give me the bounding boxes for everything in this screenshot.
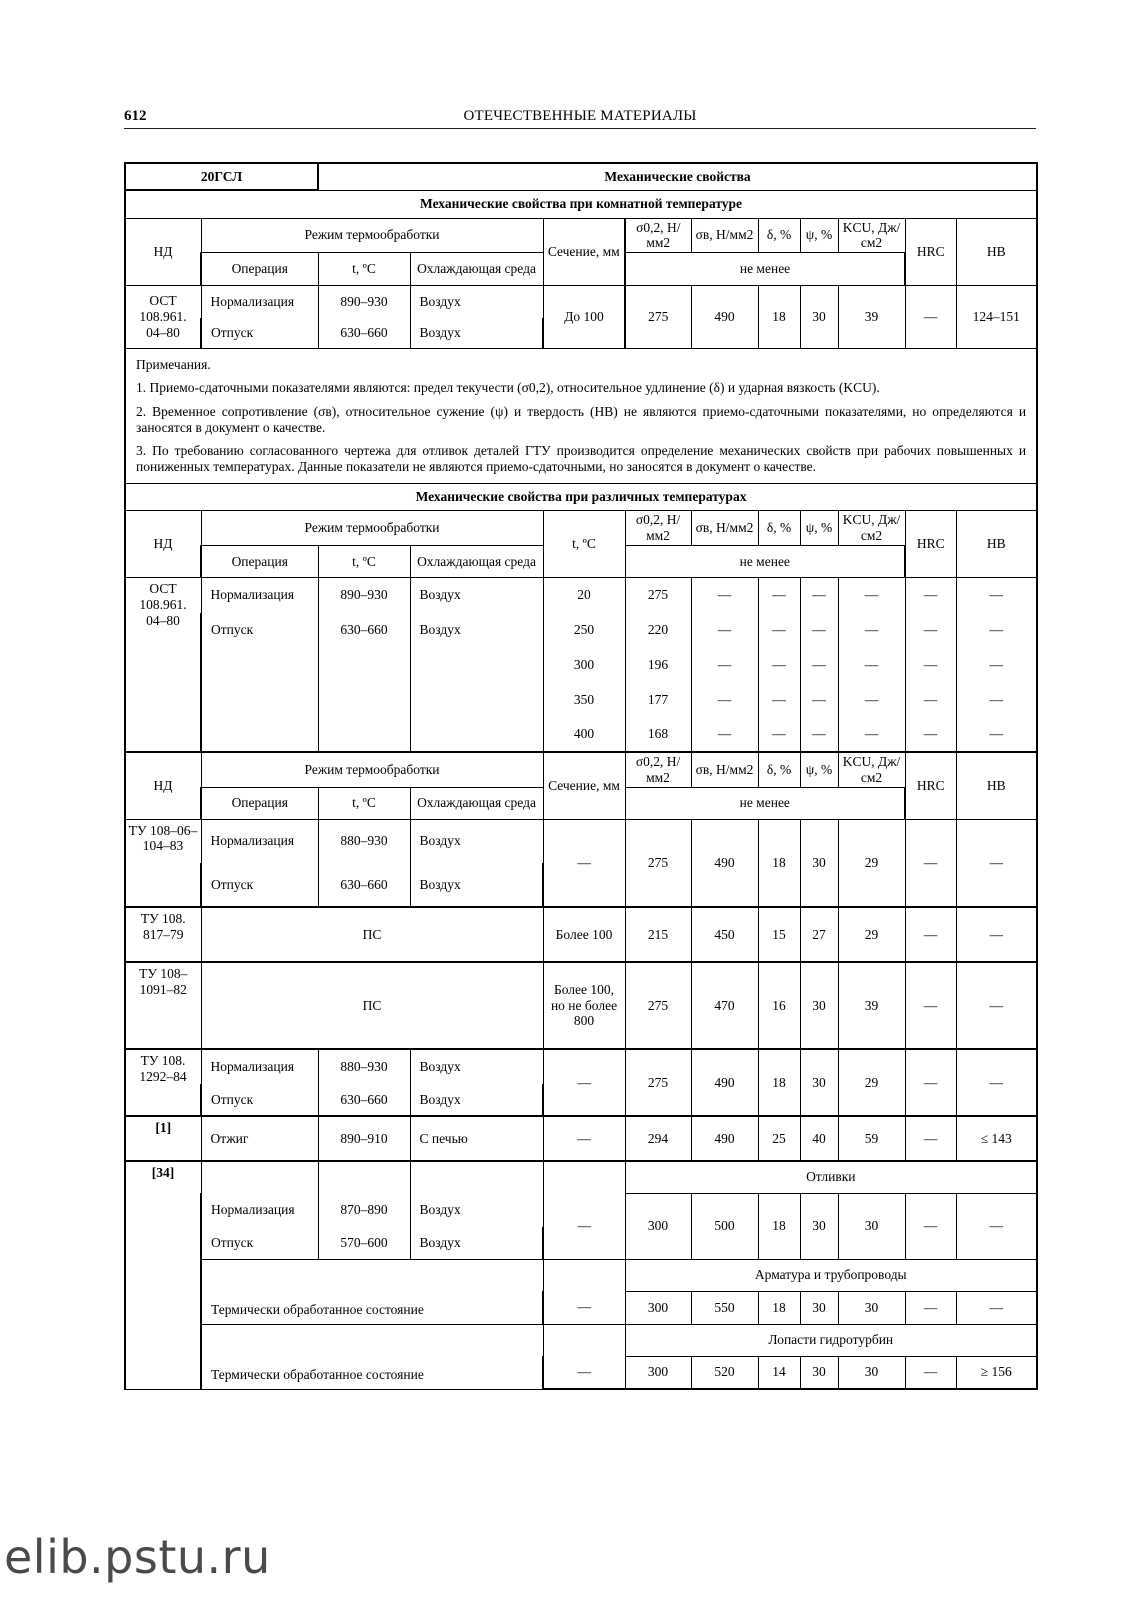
psi-cell: 40 [800, 1116, 838, 1161]
operation-cell: ПС [201, 962, 543, 1049]
temp-cell: 880–930 [318, 1049, 410, 1084]
psi-cell: 30 [800, 286, 838, 349]
running-title: ОТЕЧЕСТВЕННЫЕ МАТЕРИАЛЫ [463, 108, 697, 124]
psi-cell: 30 [800, 1356, 838, 1389]
kcu-cell: 59 [838, 1116, 905, 1161]
kcu-cell: — [838, 578, 905, 613]
hb-cell: — [956, 717, 1037, 752]
sigma-v-cell: 490 [691, 286, 758, 349]
sigma-v-cell: 490 [691, 1049, 758, 1116]
section-title-room-temp: Механические свойства при комнатной температуре [125, 190, 1037, 218]
header-hrc: HRC [905, 218, 956, 286]
header-psi: ψ, % [800, 218, 838, 253]
kcu-cell: 30 [838, 1291, 905, 1324]
cooling-cell [410, 1161, 543, 1193]
hb-cell: 124–151 [956, 286, 1037, 349]
hb-cell: ≥ 156 [956, 1356, 1037, 1389]
temp-cell: 630–660 [318, 1084, 410, 1116]
header-section: Сечение, мм [543, 752, 625, 819]
delta-cell: — [758, 648, 800, 683]
temp-cell: 890–930 [318, 286, 410, 318]
header-sigma02: σ0,2, Н/мм2 [625, 511, 691, 546]
hb-cell: — [956, 962, 1037, 1049]
operation-cell: Отжиг [201, 1116, 318, 1161]
temp-cell: 890–910 [318, 1116, 410, 1161]
header-hb: НВ [956, 218, 1037, 286]
note-2: 2. Временное сопротивление (σв), относительное сужение (ψ) и твердость (НВ) не являются приемо-сдаточными показателями, но определяются и заносятся в документ о качестве. [136, 403, 1027, 435]
psi-cell: 30 [800, 962, 838, 1049]
sigma02-cell: 177 [625, 683, 691, 717]
header-sigma02: σ0,2, Н/мм2 [625, 218, 691, 253]
hb-cell: — [956, 907, 1037, 962]
state-cell: Термически обработанное состояние [201, 1259, 543, 1324]
sigma-v-cell: 500 [691, 1193, 758, 1259]
subsection-castings: Отливки [625, 1161, 1037, 1193]
hrc-cell: — [905, 1291, 956, 1324]
header-temp: t, ºС [318, 546, 410, 578]
hrc-cell: — [905, 1356, 956, 1389]
cooling-cell: Воздух [410, 1084, 543, 1116]
kcu-cell: — [838, 683, 905, 717]
sigma-v-cell: 550 [691, 1291, 758, 1324]
header-cooling: Охлаждающая среда [410, 787, 543, 819]
header-nd: НД [125, 511, 201, 578]
section-cell: — [543, 1193, 625, 1259]
psi-cell: 27 [800, 907, 838, 962]
header-regime: Режим термообработки [201, 752, 543, 787]
sigma02-cell: 300 [625, 1356, 691, 1389]
temp-cell: 890–930 [318, 578, 410, 613]
cooling-cell [410, 717, 543, 752]
sigma-v-cell: — [691, 648, 758, 683]
header-regime: Режим термообработки [201, 218, 543, 253]
kcu-cell: 29 [838, 1049, 905, 1116]
hrc-cell: — [905, 613, 956, 648]
header-cooling: Охлаждающая среда [410, 253, 543, 286]
cooling-cell: Воздух [410, 819, 543, 863]
psi-cell: 30 [800, 1291, 838, 1324]
delta-cell: 15 [758, 907, 800, 962]
sigma-v-cell: — [691, 578, 758, 613]
delta-cell: — [758, 683, 800, 717]
hb-cell: — [956, 1049, 1037, 1116]
temp-cell: 570–600 [318, 1227, 410, 1259]
cooling-cell [410, 683, 543, 717]
t-cell: 400 [543, 717, 625, 752]
hrc-cell: — [905, 286, 956, 349]
cooling-cell: Воздух [410, 1227, 543, 1259]
temp-cell: 880–930 [318, 819, 410, 863]
header-delta: δ, % [758, 218, 800, 253]
operation-cell: Нормализация [201, 1049, 318, 1084]
delta-cell: 16 [758, 962, 800, 1049]
temp-cell: 630–660 [318, 318, 410, 349]
hrc-cell: — [905, 1193, 956, 1259]
sigma-v-cell: — [691, 613, 758, 648]
delta-cell: — [758, 578, 800, 613]
note-3: 3. По требованию согласованного чертежа для отливок деталей ГТУ производится определение механических свойств при рабочих повышенных и пониженных температурах. Данные показатели не являются приемо-сдаточными, но заносятся в документ о качестве. [136, 443, 1027, 475]
operation-cell: Отпуск [201, 613, 318, 648]
kcu-cell: 30 [838, 1193, 905, 1259]
header-not-less: не менее [625, 546, 905, 578]
header-not-less: не менее [625, 253, 905, 286]
nd-cell: [1] [125, 1116, 201, 1161]
psi-cell: 30 [800, 819, 838, 907]
t-cell: 250 [543, 613, 625, 648]
header-hrc: HRC [905, 511, 956, 578]
section-cell: — [543, 1356, 625, 1389]
nd-cell: ОСТ 108.961. 04–80 [125, 578, 201, 752]
hrc-cell: — [905, 962, 956, 1049]
operation-cell: Отпуск [201, 1084, 318, 1116]
hrc-cell: — [905, 648, 956, 683]
cooling-cell: Воздух [410, 863, 543, 907]
delta-cell: 18 [758, 286, 800, 349]
header-temp: t, ºС [318, 253, 410, 286]
header-sigma02: σ0,2, Н/мм2 [625, 752, 691, 787]
temp-cell: 630–660 [318, 863, 410, 907]
section-cell: Более 100, но не более 800 [543, 962, 625, 1049]
header-psi: ψ, % [800, 752, 838, 787]
delta-cell: — [758, 717, 800, 752]
header-psi: ψ, % [800, 511, 838, 546]
header-operation: Операция [201, 253, 318, 286]
page-header [124, 106, 1036, 129]
kcu-cell: — [838, 648, 905, 683]
delta-cell: 18 [758, 1291, 800, 1324]
sigma-v-cell: 490 [691, 819, 758, 907]
cooling-cell: Воздух [410, 613, 543, 648]
header-hb: НВ [956, 511, 1037, 578]
delta-cell: 14 [758, 1356, 800, 1389]
header-kcu: KCU, Дж/см2 [838, 752, 905, 787]
psi-cell: 30 [800, 1049, 838, 1116]
header-delta: δ, % [758, 752, 800, 787]
psi-cell: 30 [800, 1193, 838, 1259]
temp-cell [318, 1161, 410, 1193]
hrc-cell: — [905, 819, 956, 907]
t-cell: 300 [543, 648, 625, 683]
sigma02-cell: 275 [625, 819, 691, 907]
sigma02-cell: 275 [625, 578, 691, 613]
operation-cell [201, 1161, 318, 1193]
temp-cell [318, 717, 410, 752]
sigma02-cell: 275 [625, 1049, 691, 1116]
hrc-cell: — [905, 907, 956, 962]
operation-cell: ПС [201, 907, 543, 962]
temp-cell [318, 648, 410, 683]
operation-cell: Нормализация [201, 286, 318, 318]
nd-cell: ТУ 108–06–104–83 [125, 819, 201, 907]
cooling-cell: Воздух [410, 286, 543, 318]
operation-cell: Нормализация [201, 1193, 318, 1227]
cooling-cell: Воздух [410, 1049, 543, 1084]
sigma-v-cell: 470 [691, 962, 758, 1049]
header-regime: Режим термообработки [201, 511, 543, 546]
cooling-cell [410, 648, 543, 683]
header-sigma-v: σв, Н/мм2 [691, 511, 758, 546]
hrc-cell: — [905, 578, 956, 613]
t-cell: 350 [543, 683, 625, 717]
sigma02-cell: 275 [625, 286, 691, 349]
section-cell: — [543, 1049, 625, 1116]
nd-cell: ТУ 108. 817–79 [125, 907, 201, 962]
header-operation: Операция [201, 546, 318, 578]
grade-cell: 20ГСЛ [125, 163, 318, 190]
section-cell [543, 1161, 625, 1193]
operation-cell: Отпуск [201, 318, 318, 349]
header-sigma-v: σв, Н/мм2 [691, 218, 758, 253]
nd-cell: ТУ 108–1091–82 [125, 962, 201, 1049]
operation-cell: Отпуск [201, 863, 318, 907]
delta-cell: 25 [758, 1116, 800, 1161]
notes-title: Примечания. [136, 357, 211, 373]
hb-cell: — [956, 1193, 1037, 1259]
temp-cell: 630–660 [318, 613, 410, 648]
section-cell: Более 100 [543, 907, 625, 962]
subsection-fittings: Арматура и трубопроводы [625, 1259, 1037, 1291]
temp-cell [318, 683, 410, 717]
header-operation: Операция [201, 787, 318, 819]
section-cell: До 100 [543, 286, 625, 349]
operation-cell: Нормализация [201, 819, 318, 863]
header-hb: НВ [956, 752, 1037, 819]
header-hrc: HRC [905, 752, 956, 819]
properties-table [124, 162, 1038, 1390]
page-number: 612 [124, 108, 147, 124]
header-cooling: Охлаждающая среда [410, 546, 543, 578]
nd-cell: ОСТ 108.961. 04–80 [125, 286, 201, 349]
header-temp: t, ºС [318, 787, 410, 819]
sigma02-cell: 168 [625, 717, 691, 752]
psi-cell: — [800, 717, 838, 752]
psi-cell: — [800, 613, 838, 648]
sigma02-cell: 300 [625, 1193, 691, 1259]
header-delta: δ, % [758, 511, 800, 546]
section-cell [543, 1259, 625, 1291]
kcu-cell: — [838, 613, 905, 648]
sigma02-cell: 294 [625, 1116, 691, 1161]
hrc-cell: — [905, 683, 956, 717]
operation-cell: Нормализация [201, 578, 318, 613]
header-kcu: KCU, Дж/см2 [838, 218, 905, 253]
table-title: Механические свойства [318, 163, 1037, 190]
t-cell: 20 [543, 578, 625, 613]
state-cell: Термически обработанное состояние [201, 1324, 543, 1389]
header-nd: НД [125, 218, 201, 286]
delta-cell: — [758, 613, 800, 648]
sigma-v-cell: 520 [691, 1356, 758, 1389]
hb-cell: — [956, 613, 1037, 648]
delta-cell: 18 [758, 1193, 800, 1259]
kcu-cell: 39 [838, 286, 905, 349]
kcu-cell: 30 [838, 1356, 905, 1389]
subsection-blades: Лопасти гидротурбин [625, 1324, 1037, 1356]
psi-cell: — [800, 683, 838, 717]
operation-cell [201, 683, 318, 717]
header-nd: НД [125, 752, 201, 819]
header-kcu: KCU, Дж/см2 [838, 511, 905, 546]
header-section: Сечение, мм [543, 218, 625, 286]
sigma02-cell: 196 [625, 648, 691, 683]
kcu-cell: — [838, 717, 905, 752]
header-sigma-v: σв, Н/мм2 [691, 752, 758, 787]
sigma-v-cell: — [691, 683, 758, 717]
header-not-less: не менее [625, 787, 905, 819]
section-cell [543, 1324, 625, 1356]
hb-cell: ≤ 143 [956, 1116, 1037, 1161]
cooling-cell: С печью [410, 1116, 543, 1161]
psi-cell: — [800, 648, 838, 683]
operation-cell [201, 717, 318, 752]
sigma02-cell: 300 [625, 1291, 691, 1324]
hb-cell: — [956, 819, 1037, 907]
note-1: 1. Приемо-сдаточными показателями являются: предел текучести (σ0,2), относительное удлинение (δ) и ударная вязкость (KCU). [136, 380, 880, 396]
section-title-temps: Механические свойства при различных температурах [125, 484, 1037, 511]
hrc-cell: — [905, 1116, 956, 1161]
header-t: t, ºС [543, 511, 625, 578]
notes-block [125, 349, 1037, 484]
delta-cell: 18 [758, 819, 800, 907]
nd-cell: ТУ 108. 1292–84 [125, 1049, 201, 1116]
delta-cell: 18 [758, 1049, 800, 1116]
sigma02-cell: 275 [625, 962, 691, 1049]
hb-cell: — [956, 578, 1037, 613]
operation-cell [201, 648, 318, 683]
psi-cell: — [800, 578, 838, 613]
temp-cell: 870–890 [318, 1193, 410, 1227]
sigma-v-cell: — [691, 717, 758, 752]
section-cell: — [543, 819, 625, 907]
kcu-cell: 39 [838, 962, 905, 1049]
sigma02-cell: 220 [625, 613, 691, 648]
operation-cell: Отпуск [201, 1227, 318, 1259]
nd-cell: [34] [125, 1161, 201, 1389]
cooling-cell: Воздух [410, 1193, 543, 1227]
hrc-cell: — [905, 717, 956, 752]
cooling-cell: Воздух [410, 578, 543, 613]
hb-cell: — [956, 648, 1037, 683]
kcu-cell: 29 [838, 907, 905, 962]
hrc-cell: — [905, 1049, 956, 1116]
sigma02-cell: 215 [625, 907, 691, 962]
cooling-cell: Воздух [410, 318, 543, 349]
section-cell: — [543, 1291, 625, 1324]
section-cell: — [543, 1116, 625, 1161]
kcu-cell: 29 [838, 819, 905, 907]
hb-cell: — [956, 1291, 1037, 1324]
sigma-v-cell: 450 [691, 907, 758, 962]
watermark: elib.pstu.ru [4, 1530, 271, 1584]
hb-cell: — [956, 683, 1037, 717]
sigma-v-cell: 490 [691, 1116, 758, 1161]
